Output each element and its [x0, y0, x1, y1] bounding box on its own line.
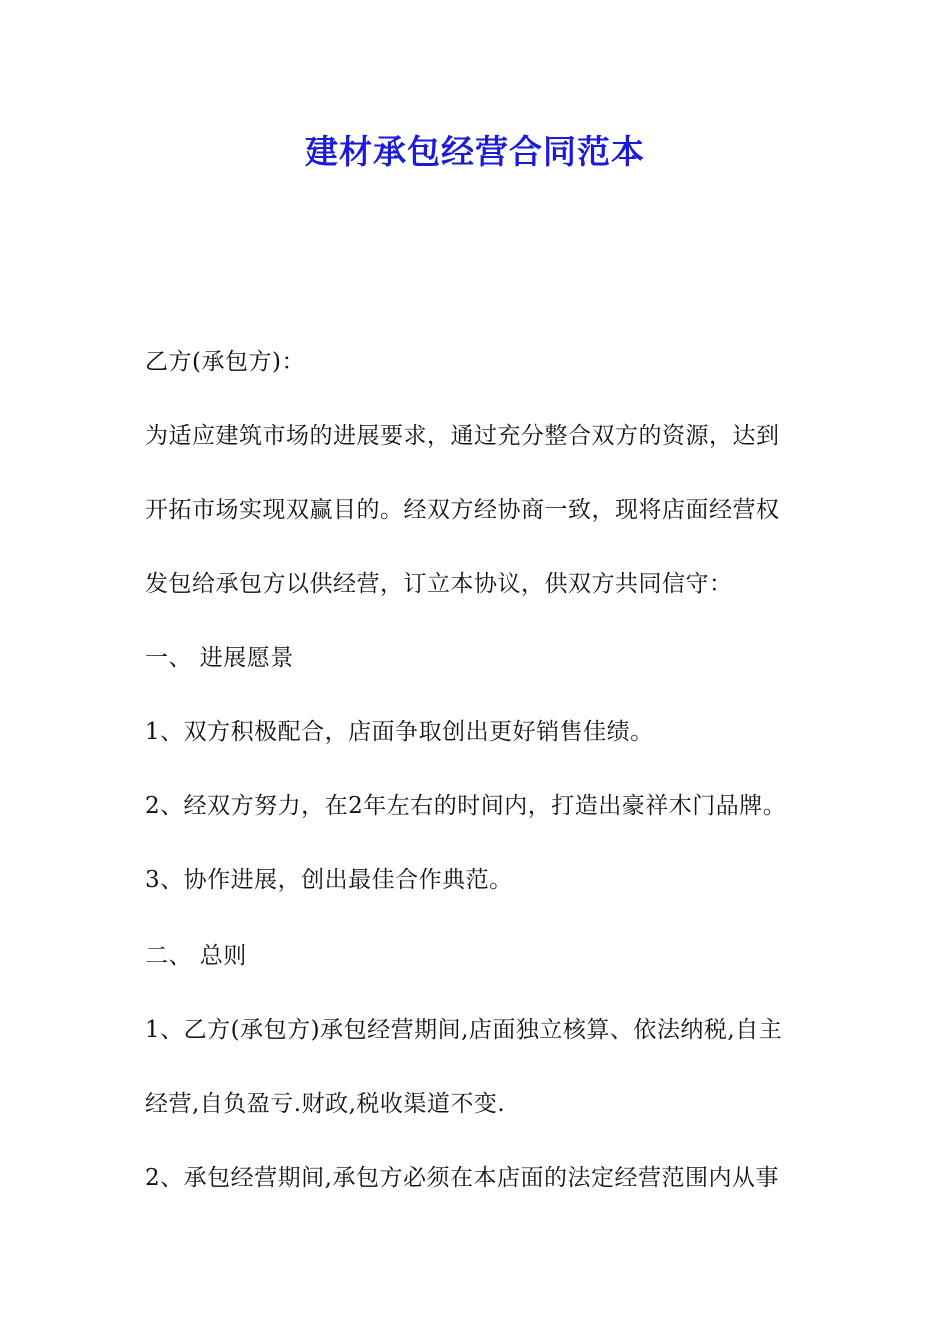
general-item-1-line-2: 经营,自负盈亏.财政,税收渠道不变. [145, 1091, 506, 1117]
section-heading-vision: 一、 进展愿景 [145, 645, 294, 671]
section-heading-general: 二、 总则 [145, 943, 247, 969]
preamble-line-3: 发包给承包方以供经营，订立本协议，供双方共同信守： [145, 571, 733, 597]
document-title: 建材承包经营合同范本 [305, 132, 645, 171]
party-b-label: 乙方(承包方)： [145, 349, 305, 375]
vision-item-2: 2、经双方努力，在2年左右的时间内，打造出豪祥木门品牌。 [145, 793, 787, 819]
preamble-line-2: 开拓市场实现双赢目的。经双方经协商一致，现将店面经营权 [145, 497, 780, 523]
vision-item-3: 3、协作进展，创出最佳合作典范。 [145, 867, 513, 893]
general-item-1-line-1: 1、乙方(承包方)承包经营期间,店面独立核算、依法纳税,自主 [145, 1017, 783, 1043]
preamble-line-1: 为适应建筑市场的进展要求，通过充分整合双方的资源，达到 [145, 423, 780, 449]
general-item-2-line-1: 2、承包经营期间,承包方必须在本店面的法定经营范围内从事 [145, 1165, 779, 1191]
vision-item-1: 1、双方积极配合，店面争取创出更好销售佳绩。 [145, 719, 654, 745]
